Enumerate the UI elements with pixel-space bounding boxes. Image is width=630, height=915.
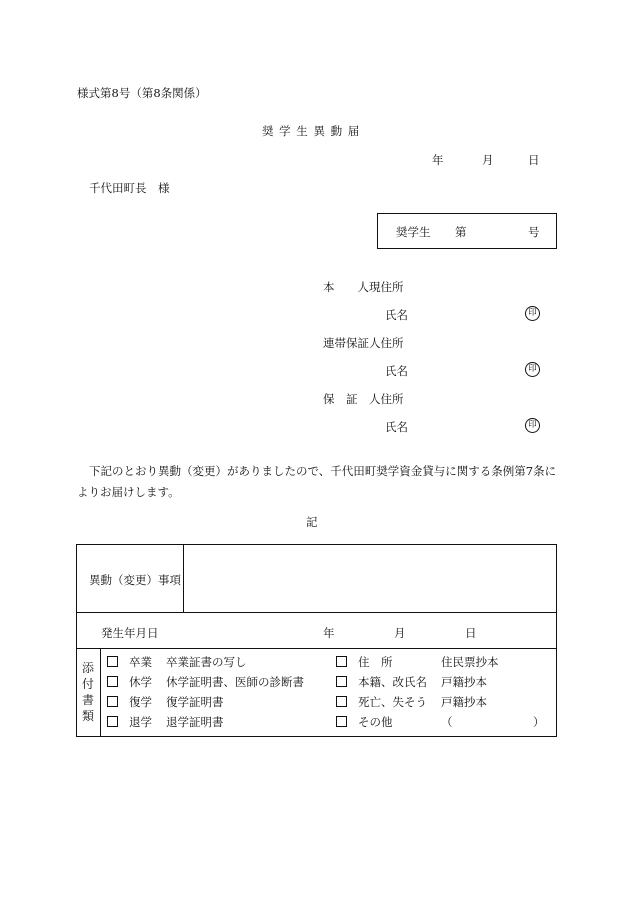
attachment-item[interactable]: 住 所 住民票抄本	[336, 654, 499, 670]
checkbox[interactable]	[107, 656, 118, 667]
table-divider	[100, 648, 101, 736]
checkbox[interactable]	[336, 716, 347, 727]
table-divider	[76, 612, 557, 613]
guarantor-address-label: 保 証 人住所	[323, 392, 404, 406]
attachment-item[interactable]: 退学 退学証明書	[107, 714, 224, 730]
student-dai: 第	[455, 225, 467, 239]
body-text-line2: よりお届けします。	[77, 485, 180, 499]
attachment-item[interactable]: 復学 復学証明書	[107, 694, 224, 710]
seal-icon: 印	[525, 362, 540, 377]
guarantor-name-label: 氏名	[385, 420, 408, 434]
attachment-item[interactable]: 本籍、改氏名 戸籍抄本	[336, 674, 487, 690]
change-items-label: 異動（変更）事項	[89, 573, 181, 587]
date-day: 日	[528, 153, 540, 167]
joint-guarantor-name-label: 氏名	[385, 364, 408, 378]
date-year: 年	[432, 153, 444, 167]
checkbox[interactable]	[107, 716, 118, 727]
addressee: 千代田町長 様	[89, 181, 170, 195]
checkbox[interactable]	[107, 676, 118, 687]
checkbox[interactable]	[336, 656, 347, 667]
checkbox[interactable]	[336, 696, 347, 707]
attachments-label: 添付書類	[82, 661, 95, 723]
occurrence-month: 月	[394, 626, 406, 640]
form-title: 奨 学 生 異 動 届	[262, 124, 361, 138]
student-go: 号	[528, 225, 540, 239]
ki-heading: 記	[306, 515, 318, 529]
seal-icon: 印	[525, 306, 540, 321]
attachment-item[interactable]: 死亡、失そう 戸籍抄本	[336, 694, 487, 710]
form-number: 様式第8号（第8条関係）	[77, 86, 207, 100]
checkbox[interactable]	[336, 676, 347, 687]
joint-guarantor-address-label: 連帯保証人住所	[323, 336, 404, 350]
seal-icon: 印	[525, 418, 540, 433]
table-divider	[76, 648, 557, 649]
occurrence-date-label: 発生年月日	[101, 626, 159, 640]
table-divider	[183, 544, 184, 612]
student-number-box	[377, 213, 557, 249]
attachment-item[interactable]: 休学 休学証明書、医師の診断書	[107, 674, 304, 690]
date-month: 月	[482, 153, 494, 167]
attachment-item[interactable]: その他 （ ）	[336, 714, 545, 730]
applicant-address-label: 本 人現住所	[323, 280, 404, 294]
occurrence-day: 日	[465, 626, 477, 640]
applicant-name-label: 氏名	[385, 308, 408, 322]
body-text-line1: 下記のとおり異動（変更）がありましたので、千代田町奨学資金貸与に関する条例第7条に	[89, 464, 557, 478]
checkbox[interactable]	[107, 696, 118, 707]
attachment-item[interactable]: 卒業 卒業証書の写し	[107, 654, 247, 670]
student-label: 奨学生	[396, 225, 431, 239]
occurrence-year: 年	[323, 626, 335, 640]
